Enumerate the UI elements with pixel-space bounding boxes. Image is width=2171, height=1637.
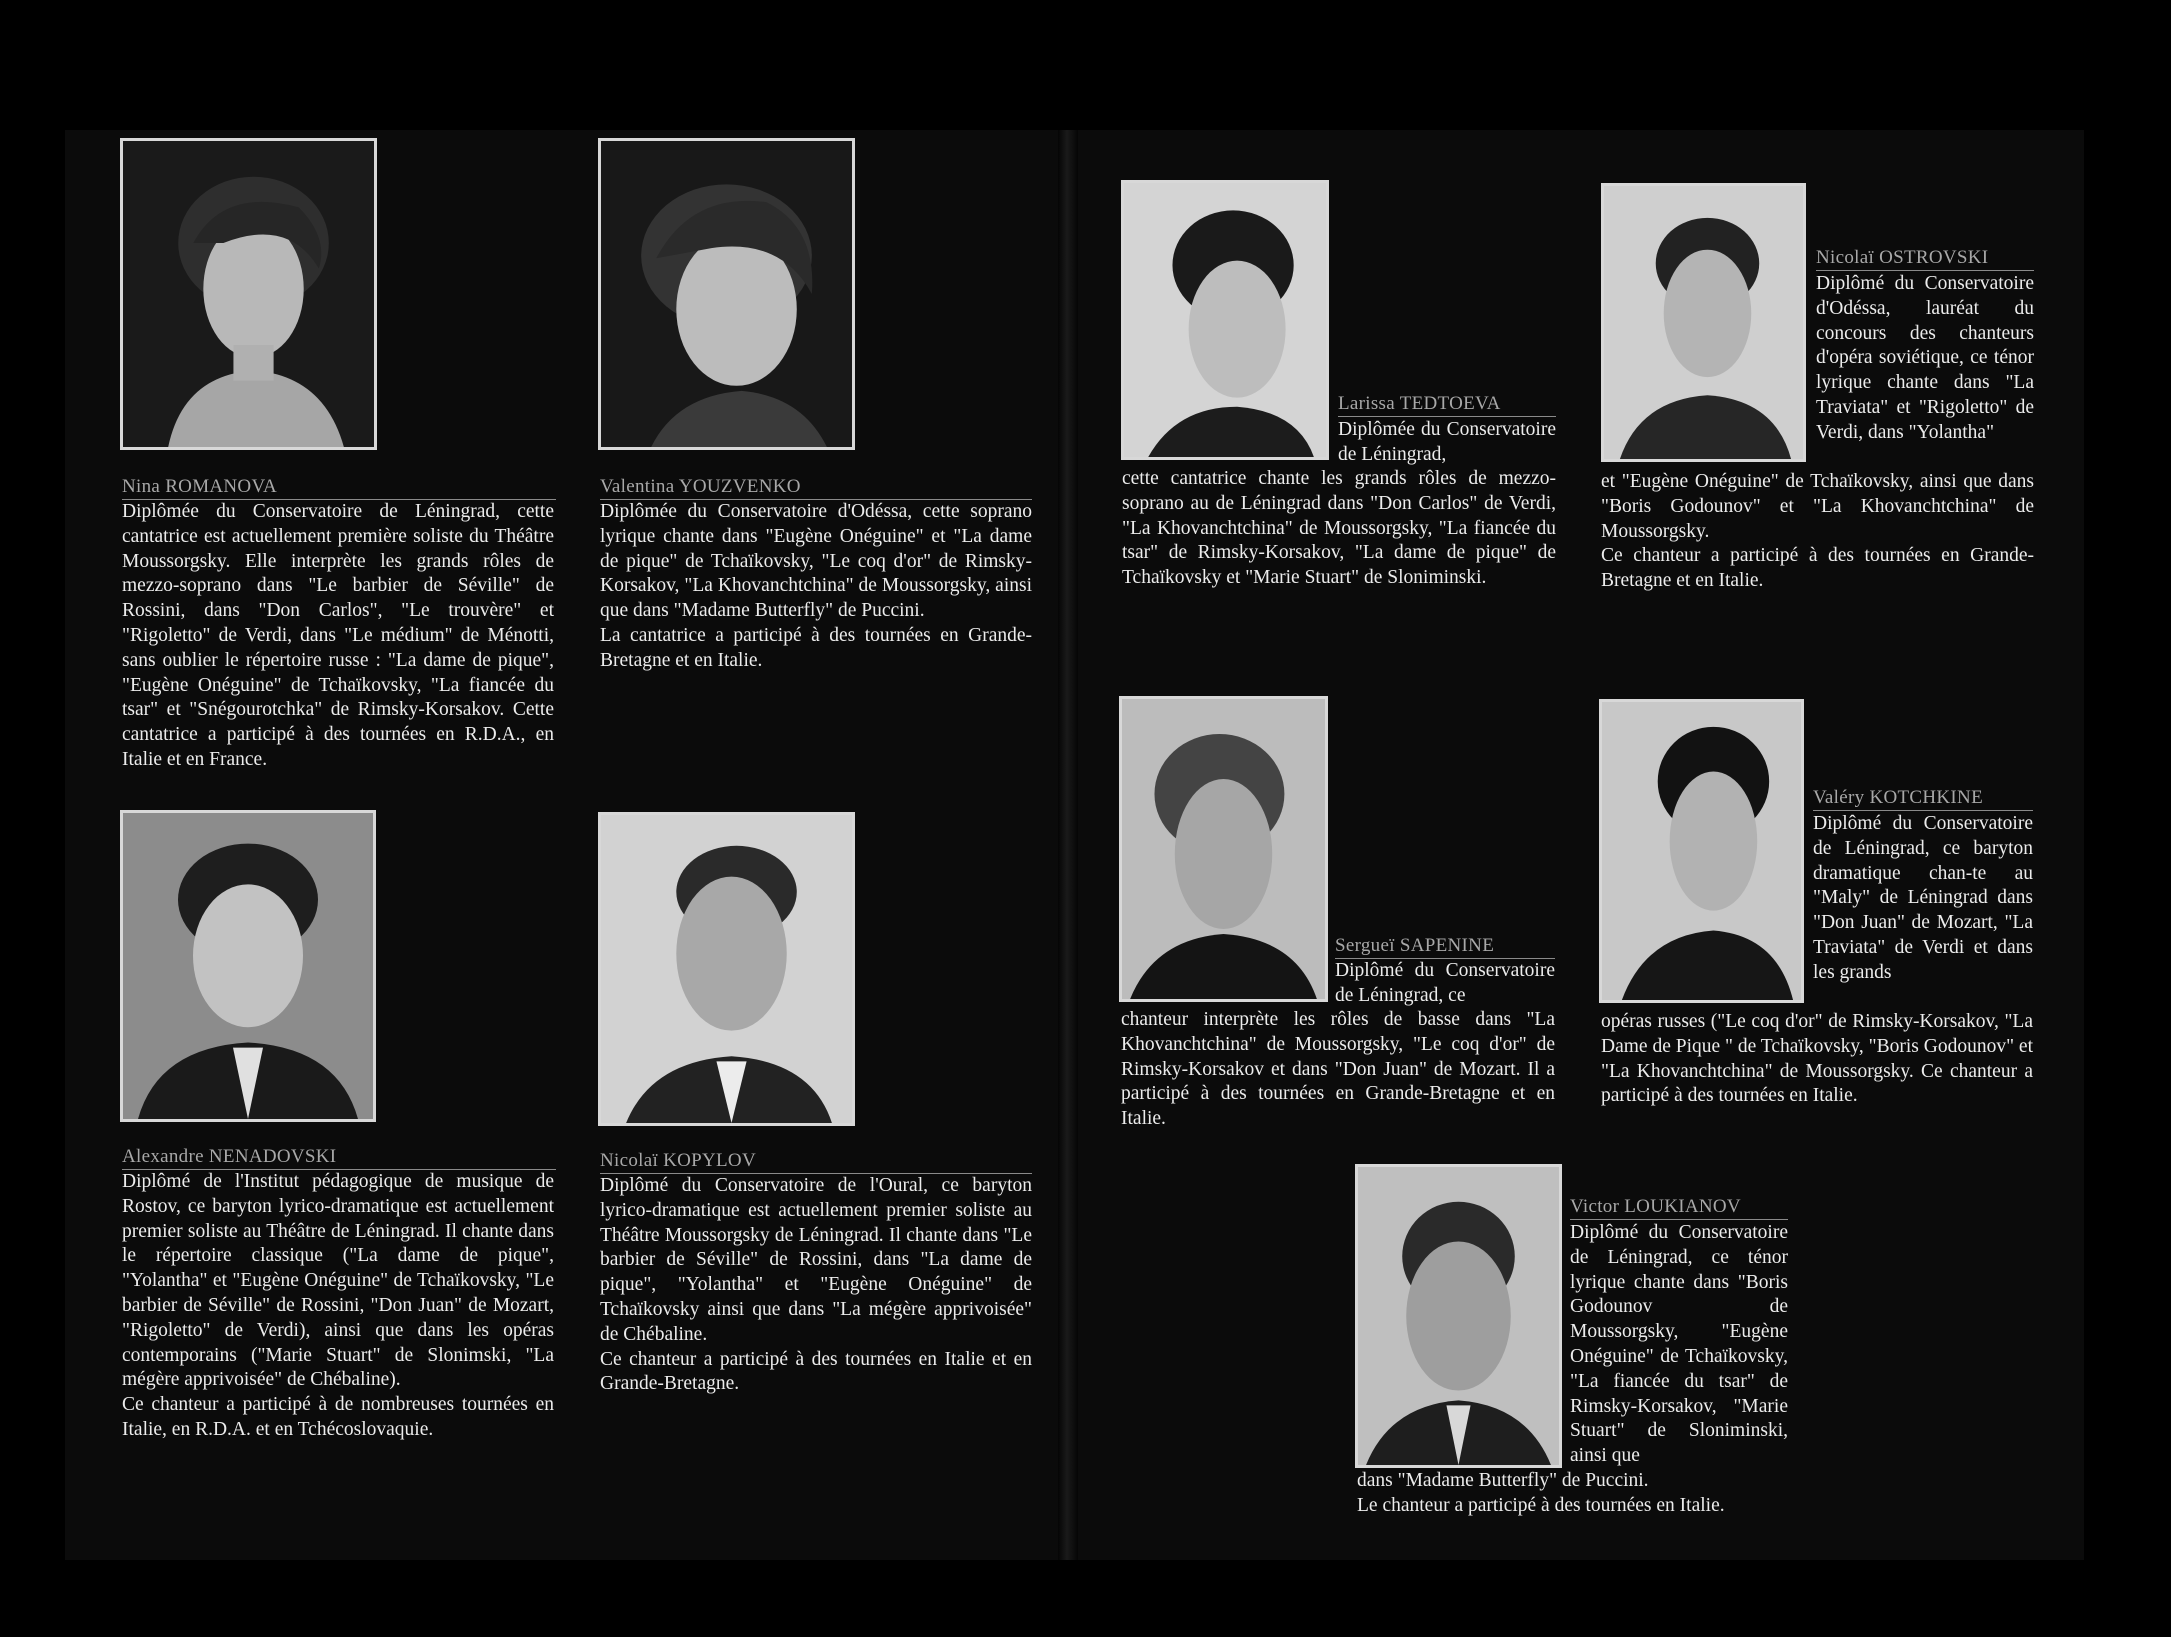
name-youzvenko: Valentina YOUZVENKO <box>600 476 1032 500</box>
name-kopylov: Nicolaï KOPYLOV <box>600 1150 1032 1174</box>
bio-ostrovski-wrap <box>1816 272 2034 446</box>
bio-loukianov-paragraph: Le chanteur a participé à des tournées en Italie. <box>1357 1494 1725 1516</box>
photo-kotchkine <box>1599 699 1804 1003</box>
photo-sapenine <box>1119 696 1328 1002</box>
bio-youzvenko-paragraph: La cantatrice a participé à des tournées en Grande-Bretagne et en Italie. <box>600 624 1032 671</box>
bio-kotchkine-wrap-text: Diplômé du Conservatoire de Léningrad, ce baryton dramatique chan-te au "Maly" de Léningrad dans "Don Juan" de Mozart, "La Traviata" de Verdi et dans les grands <box>1813 813 2033 983</box>
bio-sapenine-wrap <box>1335 959 1555 1009</box>
photo-loukianov <box>1355 1164 1562 1468</box>
bio-ostrovski-paragraph: Ce chanteur a participé à des tournées en Grande-Bretagne et en Italie. <box>1601 545 2034 592</box>
bio-nenadovski-paragraph: Ce chanteur a participé à de nombreuses tournées en Italie, en R.D.A. et en Tchécoslovaquie. <box>122 1394 554 1440</box>
bio-kopylov-paragraph: Ce chanteur a participé à des tournées en Italie et en Grande-Bretagne. <box>600 1348 1032 1395</box>
bio-loukianov-wrap <box>1570 1221 1788 1469</box>
bio-sapenine-paragraph: chanteur interprète les rôles de basse dans "La Khovanchtchina" de Moussorgsky, "Le coq d'or" de Rimsky-Korsakov et dans "Don Juan" de Mozart. Il a participé à des tournées en Grande-Bretagne et en Italie. <box>1121 1009 1555 1130</box>
bio-kotchkine-paragraph: opéras russes ("Le coq d'or" de Rimsky-Korsakov, "La Dame de Pique " de Tchaïkovsky, "Boris Godounov" et "La Khovanchtchina" de Moussorgsky. Ce chanteur a participé à des tournées en Italie. <box>1601 1011 2033 1107</box>
name-loukianov: Victor LOUKIANOV <box>1570 1196 1788 1220</box>
bio-tedtoeva-paragraph: cette cantatrice chante les grands rôles de mezzo-soprano au de Léningrad dans "Don Carlos" de Verdi, "La Khovanchtchina" de Moussorgsky, "La fiancée du tsar" de Rimsky-Korsakov, "La dame de pique" de Tchaïkovsky et "Marie Stuart" de Sloniminski. <box>1122 468 1556 589</box>
bio-ostrovski <box>1601 470 2034 594</box>
photo-ostrovski <box>1601 183 1806 462</box>
bio-kotchkine <box>1601 1010 2033 1109</box>
bio-romanova-paragraph: Diplômée du Conservatoire de Léningrad, cette cantatrice est actuellement première soliste du Théâtre Moussorgsky. Elle interprète les grands rôles de mezzo-soprano dans "Le barbier de Séville" de Rossini, dans "Don Carlos", "Le trouvère" et "Rigoletto" de Verdi, dans "Le médium" de Ménotti, sans oublier le répertoire russe : "La dame de pique", "Eugène Onéguine" de Tchaïkovsky, "La fiancée du tsar" et "Snégourotchka" de Rimsky-Korsakov. Cette cantatrice a participé à des tournées en R.D.A., en Italie et en France. <box>122 501 554 770</box>
bio-tedtoeva-wrap <box>1338 418 1556 468</box>
bio-ostrovski-paragraph: et "Eugène Onéguine" de Tchaïkovsky, ainsi que dans "Boris Godounov" et "La Khovanchtchina" de Moussorgsky. <box>1601 471 2034 542</box>
photo-tedtoeva <box>1121 180 1329 460</box>
bio-nenadovski <box>122 1170 554 1443</box>
name-kotchkine: Valéry KOTCHKINE <box>1813 787 2033 811</box>
bio-kopylov-paragraph: Diplômé du Conservatoire de l'Oural, ce baryton lyrico-dramatique est actuellement premier soliste au Théâtre Moussorgsky de Léningrad. Il chante dans "Le barbier de Séville" de Rossini, dans "La dame de pique", "Yolantha" et "Eugène Onéguine" de Tchaïkovsky ainsi que dans "La mégère apprivoisée" de Chébaline. <box>600 1175 1032 1345</box>
bio-kotchkine-wrap <box>1813 812 2033 986</box>
name-tedtoeva: Larissa TEDTOEVA <box>1338 393 1556 417</box>
bio-loukianov-paragraph: dans "Madame Butterfly" de Puccini. <box>1357 1470 1649 1491</box>
bio-sapenine <box>1121 1008 1555 1132</box>
bio-youzvenko-paragraph: Diplômée du Conservatoire d'Odéssa, cette soprano lyrique chante dans "Eugène Onéguine" et "La dame de pique" de Tchaïkovsky, "Le coq d'or" de Rimsky-Korsakov, "La Khovanchtchina" de Moussorgsky, ainsi que dans "Madame Butterfly" de Puccini. <box>600 501 1032 622</box>
bio-loukianov-wrap-text: Diplômé du Conservatoire de Léningrad, ce ténor lyrique chante dans "Boris Godounov de Moussorgsky, "Eugène Onéguine" de Tchaïkovsky, "La fiancée du tsar" de Rimsky-Korsakov, "Marie Stuart" de Sloniminski, ainsi que <box>1570 1222 1788 1467</box>
photo-youzvenko <box>598 138 855 450</box>
bio-ostrovski-wrap-text: Diplômé du Conservatoire d'Odéssa, lauréat du concours des chanteurs d'opéra soviétique, ce ténor lyrique chante dans "La Traviata" et "Rigoletto" de Verdi, dans "Yolantha" <box>1816 273 2034 443</box>
bio-tedtoeva <box>1122 467 1556 591</box>
name-sapenine: Sergueï SAPENINE <box>1335 935 1555 959</box>
name-romanova: Nina ROMANOVA <box>122 476 556 500</box>
photo-romanova <box>120 138 377 450</box>
photo-kopylov <box>598 812 855 1126</box>
bio-kopylov <box>600 1174 1032 1397</box>
book-gutter <box>1058 130 1078 1560</box>
photo-nenadovski <box>120 810 376 1122</box>
bio-nenadovski-paragraph: Diplômé de l'Institut pédagogique de musique de Rostov, ce baryton lyrico-dramatique est actuellement premier soliste au Théâtre de Léningrad. Il chante dans le répertoire classique ("La dame de pique", "Yolantha" et "Eugène Onéguine" de Tchaïkovsky, "Le barbier de Séville" de Rossini, "Don Juan" de Mozart, "Rigoletto" de Verdi), ainsi que dans les opéras contemporains ("Marie Stuart" de Slonimski, "La mégère apprivoisée" de Chébaline). <box>122 1171 554 1391</box>
bio-youzvenko <box>600 500 1032 674</box>
bio-tedtoeva-wrap-text: Diplômée du Conservatoire de Léningrad, <box>1338 419 1556 465</box>
bio-loukianov <box>1357 1469 1788 1519</box>
name-ostrovski: Nicolaï OSTROVSKI <box>1816 247 2034 271</box>
name-nenadovski: Alexandre NENADOVSKI <box>122 1146 556 1170</box>
bio-romanova <box>122 500 554 773</box>
bio-sapenine-wrap-text: Diplômé du Conservatoire de Léningrad, ce <box>1335 960 1555 1006</box>
